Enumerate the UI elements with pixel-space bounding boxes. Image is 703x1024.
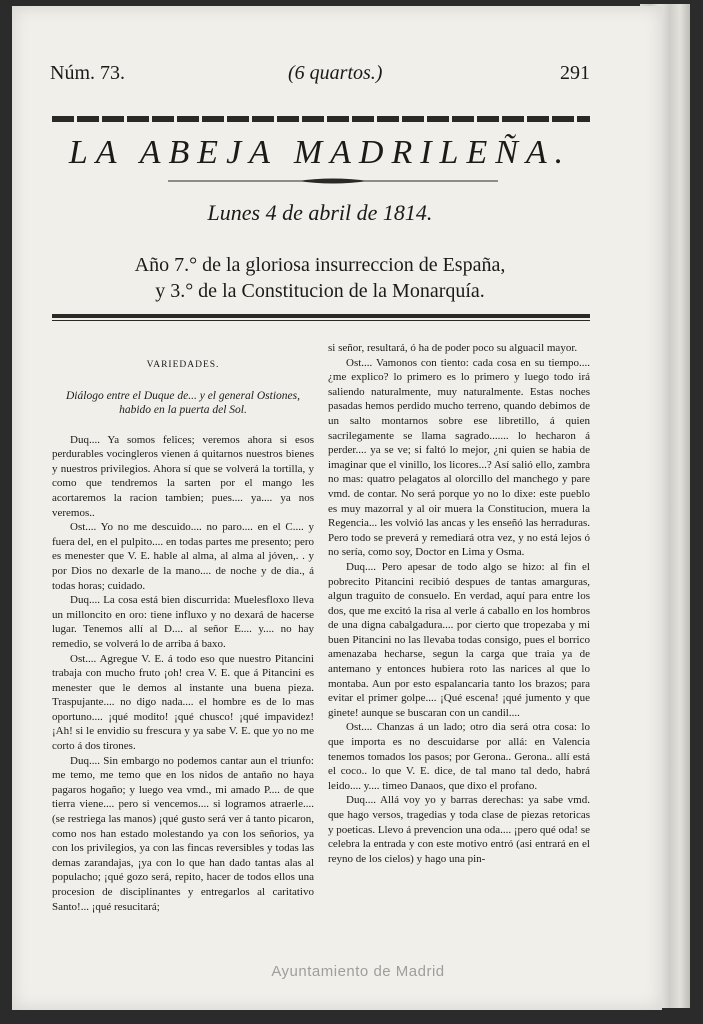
paragraph: Duq.... Sin embargo no podemos cantar aun el triunfo: me temo, me temo que en los nidos de antaño no haya pagaros hogaño; y luego vea vmd., mi amado P.... de que tierra viene.... pero si vencemos.... si logramos atraerle.... (se restriega las manos) ¡qué gusto será ver á tanto picaron, como nos han estado molestando ya con los señorios, ya con los privilegios, ya con las fincas reversibles y todas las demas zarandajas, ¡ya con lo que han dado tantas alas al populacho; ¡qué gozo será, repito, hacer de todos ellos una procesion de disciplinantes y entregarlos al caritativo Santo!... ¡qué resucitará; xyxy=(52,754,314,913)
paragraph: Duq.... Ya somos felices; veremos ahora si esos perdurables vocingleros vienen á quitarnos nuestros bienes y nuestros privilegios. Ahora sí que se volverá la tortilla, y como que tendremos la sarten por el mango les acortaremos la racion tambien; pues.... ya.... ya nos veremos.. xyxy=(52,433,314,519)
content-top-thin-rule xyxy=(52,320,590,321)
issue-price: (6 quartos.) xyxy=(288,62,383,84)
paragraph: Duq.... Pero apesar de todo algo se hizo: al fin el pobrecito Pitancini recibió despues de tantas amarguras, algun traguito de consuelo. En verdad, aquí para entre los dos, que me excitó la risa al verle á caballo en los hombros de una digna cabalgadura.... por cierto que tropezaba y mi buen Pitancini no las llevaba todas consigo, pues el borrico amenazaba hecharse, segun la carga que traia ya de antemano y entonces hubiera roto las narices al que lo montaba. Aun por esto espalancaria tanto los brazos; para evitar el primer golpe.... ¡Qué escena! ¡qué jumento y que ginete! aunque se buscaran con un candil.... xyxy=(328,560,590,719)
year-line-1: Año 7.° de la gloriosa insurreccion de España, xyxy=(134,254,506,276)
paragraph: Ost.... Agregue V. E. á todo eso que nuestro Pitancini trabaja con mucho fruto ¡oh! crea V. E. que á Pitancini es menester que le demos al instante una buena pieza. Traspujante.... no digo nada.... el hombre es de lo mas oportuno.... ¡qué modito! ¡qué chusco! ¡qué impavidez! ¡Ah! si le envidio su frescura y ya sabe V. E. que yo no me corto á dos tirones. xyxy=(52,652,314,753)
issue-header xyxy=(50,62,590,92)
page-number: 291 xyxy=(560,62,590,84)
left-column xyxy=(52,358,314,914)
paragraph: Duq.... La cosa está bien discurrida: Muelesfloxo lleva un milloncito en oro: tiene influxo y no dexará de hacerse lugar. Tenemos allí al D.... al señor E.... y.... no hay remedio, se volverá lo de arriba á baxo. xyxy=(52,594,314,650)
paragraph: Duq.... Allá voy yo y barras derechas: ya sabe vmd. que hago versos, tragedias y toda clase de piezas retoricas y poeticas. Llevo á prevencion una oda.... ¡pero qué oda! se celebra la entrada y con este motivo entró (asi entrará en el reyno de los cielos) y hago una pin- xyxy=(328,794,590,865)
top-ornament-rule xyxy=(52,116,590,122)
paragraph: Ost.... Vamonos con tiento: cada cosa en su tiempo.... ¿me explico? lo primero es lo primero y luego todo irá saliendo naturalmente, muy naturalmente. Estas noches pasadas hemos perdido mucho terreno, quando debimos de un salto montarnos sobre ese libretillo, á quien sacrilegamente se llama sagrado....... lo hecharon á perder.... ya se ve; si faltó lo mejor, ¿ni quien se habia de imaginar que el vinillo, los licores...? Así salió ello, zambra no mas: quatro pelagatos al olorcillo del manchego y pare vmd. de contar. No será porque yo no lo dixe: este pueblo es muy mazorral y al oir muera la Constitucion, muera la Regencia... les volvió las ancas y les enseñó las herraduras. Pero todo se preverá y remediará otra vez, y no está lejos ó no sería, como soy, Doctor en Lima y Osma. xyxy=(328,356,590,559)
flourish-divider xyxy=(168,176,498,186)
archive-watermark: Ayuntamiento de Madrid xyxy=(271,963,445,980)
article-title: Diálogo entre el Duque de... y el general Ostiones, habido en la puerta del Sol. xyxy=(66,389,300,416)
paragraph: Ost.... Yo no me descuido.... no paro.... en el C.... y fuera del, en el pulpito.... en todas partes me presento; pero es menester que V. E. hable al alma, al alma al jóven,. . y por Dios no dexarle de la mano.... de noche y de dia., á todas horas; cuidado. xyxy=(52,521,314,592)
paragraph: Ost.... Chanzas á un lado; otro dia será otra cosa: lo que importa es no descuidarse por allá: en Valencia tenemos tomados los pasos; por Gerona.. Gerona.. allí está el coco.. lo que V. E. dice, de tal mano tal dedo, habrá leido.... y.... timeo Danaos, que dixo el profano. xyxy=(328,721,590,792)
issue-number: Núm. 73. xyxy=(50,62,125,84)
year-line-2: y 3.° de la Constitucion de la Monarquía. xyxy=(155,280,485,302)
content-top-rule xyxy=(52,314,590,318)
issue-date: Lunes 4 de abril de 1814. xyxy=(207,200,433,225)
section-title: VARIEDADES. xyxy=(146,360,220,370)
masthead-title: LA ABEJA MADRILEÑA. xyxy=(68,134,572,171)
right-column xyxy=(328,341,590,866)
year-statement xyxy=(40,252,600,304)
paragraph: si señor, resultará, ó ha de poder poco su alguacil mayor. xyxy=(328,342,578,354)
